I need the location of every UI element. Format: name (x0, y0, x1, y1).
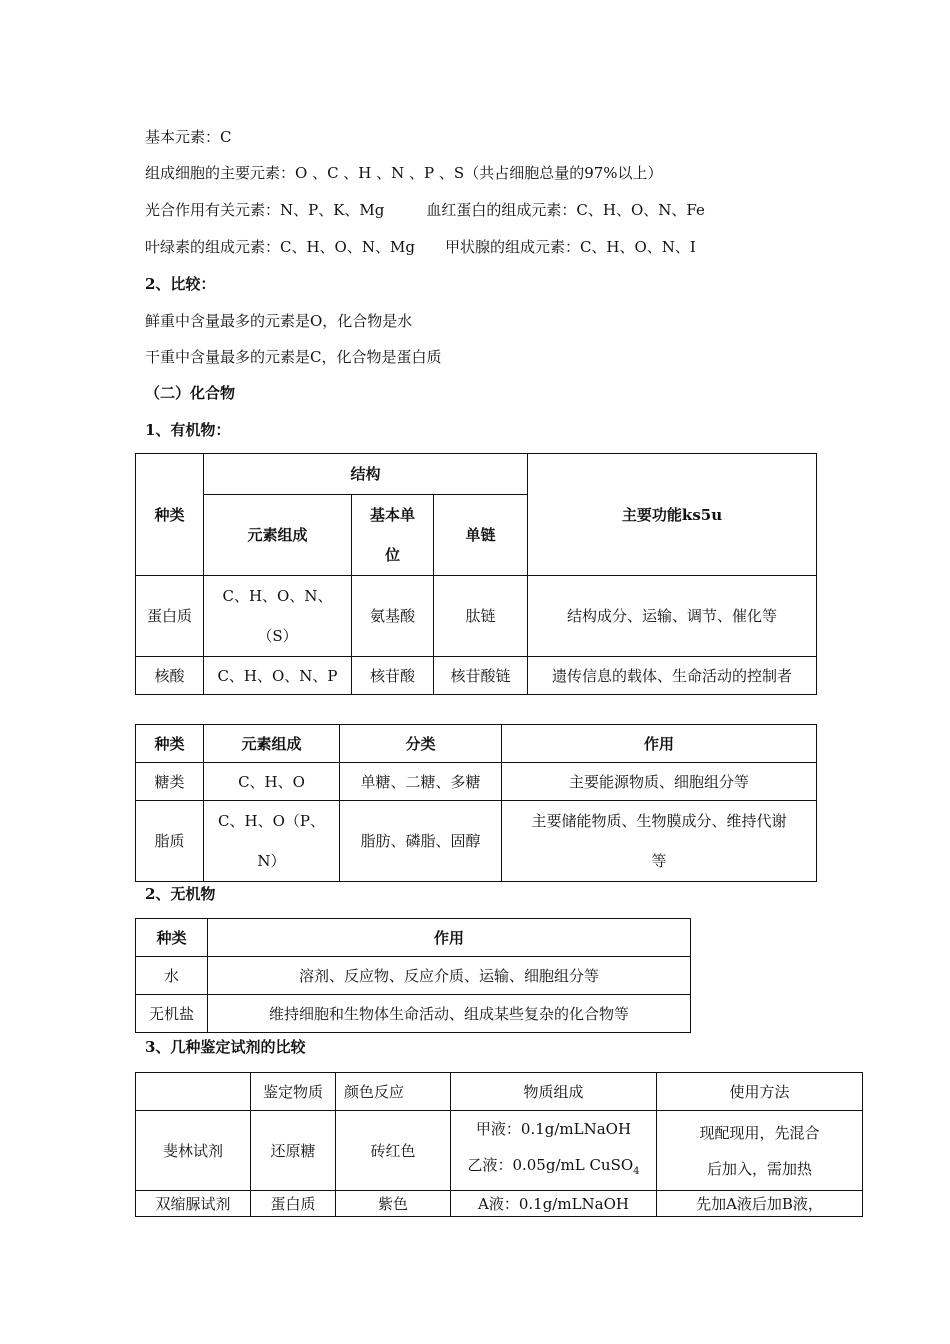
header-empty (136, 1073, 251, 1111)
table-row: 糖类 C、H、O 单糖、二糖、多糖 主要能源物质、细胞组分等 (136, 763, 817, 801)
table-row: 斐林试剂 还原糖 砖红色 甲液：0.1g/mLNaOH 乙液：0.05g/mL CuSO$_4$ 现配现用，先混合 后加入，需加热 (136, 1111, 863, 1191)
chlorophyll-elements: 叶绿素的组成元素：C、H、O、N、Mg (145, 238, 415, 256)
header-role: 作用 (502, 725, 817, 763)
chlorophyll-thyroid-line (145, 237, 696, 257)
inorganic-heading: 2、无机物 (145, 885, 216, 903)
inorganic-table (135, 918, 691, 1033)
table-row: 蛋白质 C、H、O、N、 （S） 氨基酸 肽链 结构成分、运输、调节、催化等 (136, 576, 817, 657)
reagents-heading: 3、几种鉴定试剂的比较 (145, 1038, 306, 1056)
basic-elements-line: 基本元素：C (145, 128, 232, 146)
header-color: 颜色反应 (336, 1073, 451, 1111)
hemoglobin-elements: 血红蛋白的组成元素：C、H、O、N、Fe (426, 201, 705, 219)
table-row: 核酸 C、H、O、N、P 核苷酸 核苷酸链 遗传信息的载体、生命活动的控制者 (136, 657, 817, 695)
header-composition: 物质组成 (451, 1073, 657, 1111)
table-row: 水 溶剂、反应物、反应介质、运输、细胞组分等 (136, 957, 691, 995)
organic-table (135, 453, 817, 695)
table-row: 脂质 C、H、O（P、 N） 脂肪、磷脂、固醇 主要储能物质、生物膜成分、维持代谢 等 (136, 801, 817, 882)
header-kind: 种类 (136, 919, 208, 957)
dry-weight-line: 干重中含量最多的元素是C，化合物是蛋白质 (145, 348, 442, 366)
table-row: 双缩脲试剂 蛋白质 紫色 A液：0.1g/mLNaOH 先加A液后加B液， (136, 1191, 863, 1217)
header-usage: 使用方法 (657, 1073, 863, 1111)
photosynthesis-hemoglobin-line (145, 200, 705, 220)
compounds-heading: （二）化合物 (145, 384, 236, 402)
header-substance: 鉴定物质 (251, 1073, 336, 1111)
header-structure: 结构 (204, 454, 528, 495)
fresh-weight-line: 鲜重中含量最多的元素是O，化合物是水 (145, 312, 413, 330)
photosynthesis-elements: 光合作用有关元素：N、P、K、Mg (145, 201, 385, 219)
header-role: 作用 (208, 919, 691, 957)
main-elements-line: 组成细胞的主要元素：O 、C 、H 、N 、P 、S（共占细胞总量的97%以上） (145, 164, 663, 182)
comparison-heading: 2、比较： (145, 275, 216, 293)
organic-heading: 1、有机物： (145, 421, 231, 439)
header-unit: 基本单 位 (352, 495, 434, 576)
table-row: 无机盐 维持细胞和生物体生命活动、组成某些复杂的化合物等 (136, 995, 691, 1033)
header-kind: 种类 (136, 725, 204, 763)
header-function: 主要功能ks5u (528, 454, 817, 576)
header-elements: 元素组成 (204, 725, 340, 763)
header-elements: 元素组成 (204, 495, 352, 576)
header-category: 分类 (340, 725, 502, 763)
reagents-table (135, 1072, 863, 1217)
header-chain: 单链 (434, 495, 528, 576)
thyroid-elements: 甲状腺的组成元素：C、H、O、N、I (444, 238, 696, 256)
carbs-lipids-table (135, 724, 817, 882)
header-kind: 种类 (136, 454, 204, 576)
